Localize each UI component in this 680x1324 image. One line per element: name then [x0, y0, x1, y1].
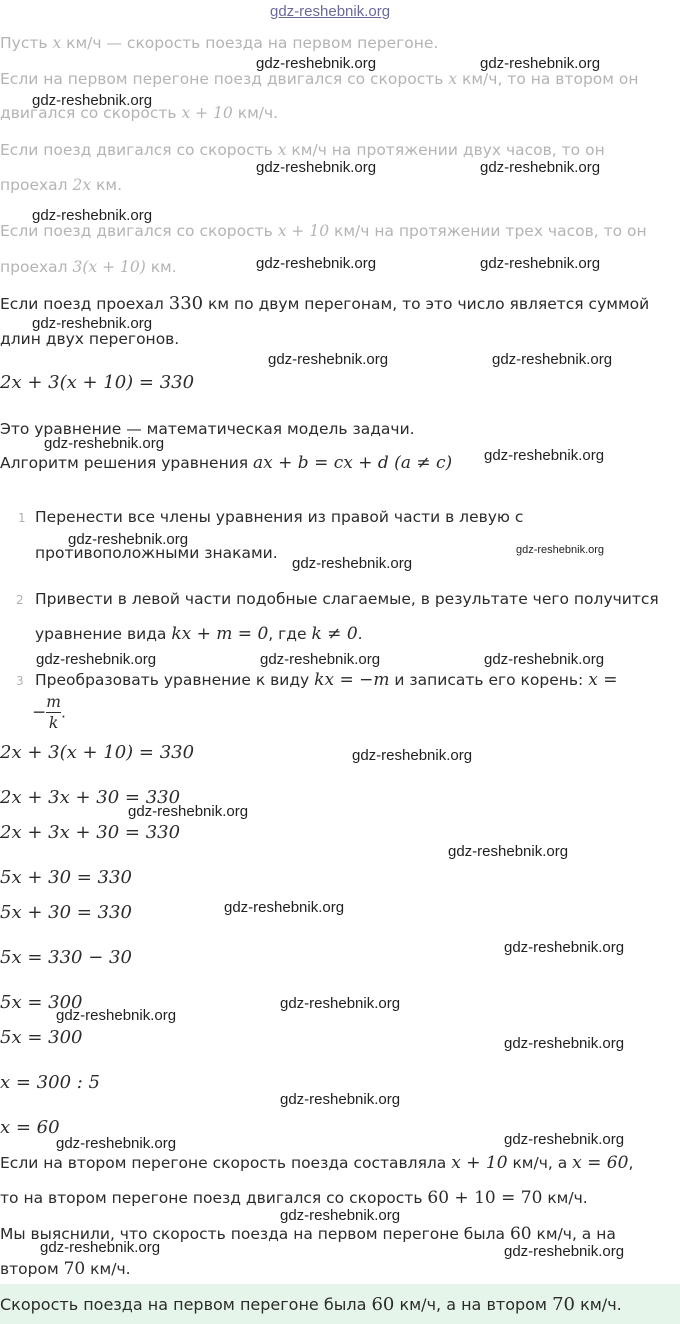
watermark: gdz-reshebnik.org: [268, 351, 389, 368]
step-3-l1d: x =: [588, 670, 618, 690]
answer-a: Скорость поезда на первом перегоне была: [0, 1295, 372, 1314]
answer-e: км/ч.: [574, 1295, 622, 1314]
intro-line-7: [0, 258, 177, 276]
intro-line-5-b: 2x: [72, 176, 92, 194]
step-2-l2a: уравнение вида: [35, 625, 172, 643]
conclusion-l2a: то на втором перегоне поезд двигался со скорость: [0, 1189, 428, 1207]
watermark: gdz-reshebnik.org: [32, 315, 153, 332]
fraction-numerator: m: [46, 693, 61, 711]
conclusion-l4c: км/ч.: [85, 1260, 131, 1278]
intro-line-6-c: км/ч на протяжении трех часов, то он: [329, 222, 647, 240]
watermark-top[interactable]: gdz-reshebnik.org: [270, 3, 391, 20]
watermark: gdz-reshebnik.org: [484, 447, 605, 464]
intro-line-1-c: км/ч — скорость поезда на первом перегоне.: [61, 34, 439, 52]
step-3-minus: −: [32, 702, 47, 723]
watermark: gdz-reshebnik.org: [256, 159, 377, 176]
sum-line-1: [0, 293, 649, 314]
step-3-l1a: Преобразовать уравнение к виду: [35, 671, 315, 689]
step-2-line-1: Привести в левой части подобные слагаемые, в результате чего получится: [35, 590, 659, 608]
intro-line-1-b: x: [52, 34, 62, 52]
algorithm-equation: ax + b = cx + d (a ≠ c): [253, 453, 453, 473]
step-3-l1c: и записать его корень:: [389, 671, 589, 689]
watermark: gdz-reshebnik.org: [480, 159, 601, 176]
sum-line-1-b: 330: [168, 293, 204, 314]
watermark: gdz-reshebnik.org: [36, 651, 157, 668]
conclusion-line-1: [0, 1153, 633, 1173]
watermark: gdz-reshebnik.org: [224, 899, 345, 916]
sum-line-1-c: км по двум перегонам, то это число является суммой: [203, 295, 650, 313]
conclusion-l3a: Мы выяснили, что скорость поезда на первом перегоне была: [0, 1225, 510, 1243]
conclusion-l1e: ,: [628, 1154, 634, 1172]
intro-line-2-c: км/ч, то на втором он: [457, 70, 639, 88]
solution-line: 2x + 3(x + 10) = 330: [0, 742, 195, 763]
model-equation: 2x + 3(x + 10) = 330: [0, 372, 195, 393]
watermark: gdz-reshebnik.org: [516, 544, 605, 556]
watermark: gdz-reshebnik.org: [504, 1243, 625, 1260]
solution-line: 5x = 330 − 30: [0, 947, 132, 968]
intro-line-5-c: км.: [91, 176, 123, 194]
step-2-line-2: [35, 624, 363, 644]
algorithm-label: Алгоритм решения уравнения: [0, 454, 254, 472]
step-3-fraction: [46, 692, 61, 733]
answer-d: 70: [552, 1294, 575, 1315]
watermark: gdz-reshebnik.org: [484, 651, 605, 668]
intro-line-7-c: км.: [145, 258, 177, 276]
intro-line-6-a: Если поезд двигался со скорость: [0, 222, 278, 240]
watermark: gdz-reshebnik.org: [256, 55, 377, 72]
conclusion-line-2: [0, 1188, 588, 1208]
watermark: gdz-reshebnik.org: [448, 843, 569, 860]
step-1-number: 1: [18, 511, 26, 525]
sum-line-1-a: Если поезд проехал: [0, 295, 169, 313]
step-3-period: .: [60, 703, 66, 722]
step-2-number: 2: [16, 593, 24, 607]
conclusion-l1b: x + 10: [451, 1153, 508, 1173]
step-3-l1b: kx = −m: [314, 670, 390, 690]
watermark: gdz-reshebnik.org: [68, 531, 189, 548]
intro-line-3-b: x + 10: [181, 104, 233, 122]
answer-text: [0, 1294, 622, 1315]
watermark: gdz-reshebnik.org: [44, 435, 165, 452]
conclusion-l4a: втором: [0, 1260, 64, 1278]
intro-line-5-a: проехал: [0, 176, 73, 194]
watermark: gdz-reshebnik.org: [480, 255, 601, 272]
step-3-line-2: [32, 692, 66, 733]
conclusion-l1c: км/ч, а: [507, 1154, 573, 1172]
conclusion-l4b: 70: [63, 1259, 86, 1279]
step-2-l2e: .: [357, 625, 363, 643]
step-1-line-2: противоположными знаками.: [35, 544, 278, 562]
answer-b: 60: [371, 1294, 395, 1315]
intro-line-2-b: x: [448, 70, 458, 88]
solution-line: x = 60: [0, 1117, 60, 1138]
watermark: gdz-reshebnik.org: [492, 351, 613, 368]
conclusion-l2c: км/ч.: [542, 1189, 588, 1207]
solution-line: 2x + 3x + 30 = 330: [0, 787, 181, 808]
watermark: gdz-reshebnik.org: [40, 1239, 161, 1256]
watermark: gdz-reshebnik.org: [504, 1035, 625, 1052]
step-2-l2d: k ≠ 0: [311, 624, 358, 644]
conclusion-line-4: [0, 1259, 131, 1279]
intro-line-3-a: двигался со скорость: [0, 104, 182, 122]
intro-line-4-a: Если поезд двигался со скорость: [0, 141, 278, 159]
sum-line-2: длин двух перегонов.: [0, 330, 180, 348]
fraction-denominator: k: [46, 712, 61, 733]
conclusion-l2b: 60 + 10 = 70: [427, 1188, 543, 1208]
solution-line: x = 300 : 5: [0, 1072, 100, 1093]
watermark: gdz-reshebnik.org: [352, 747, 473, 764]
step-1-line-1: Перенести все члены уравнения из правой части в левую с: [35, 508, 524, 526]
watermark: gdz-reshebnik.org: [504, 1131, 625, 1148]
watermark: gdz-reshebnik.org: [280, 1207, 401, 1224]
solution-line: 2x + 3x + 30 = 330: [0, 822, 181, 843]
watermark: gdz-reshebnik.org: [256, 255, 377, 272]
intro-line-4: [0, 141, 605, 159]
step-3-number: 3: [16, 674, 24, 688]
answer-c: км/ч, а на втором: [394, 1295, 553, 1314]
watermark: gdz-reshebnik.org: [32, 92, 153, 109]
intro-line-4-c: км/ч на протяжении двух часов, то он: [286, 141, 605, 159]
watermark: gdz-reshebnik.org: [292, 555, 413, 572]
watermark: gdz-reshebnik.org: [128, 803, 249, 820]
intro-line-6-b: x + 10: [277, 222, 330, 240]
watermark: gdz-reshebnik.org: [480, 55, 601, 72]
model-line-2: [0, 453, 452, 473]
conclusion-l1a: Если на втором перегоне скорость поезда составляла: [0, 1154, 452, 1172]
watermark: gdz-reshebnik.org: [56, 1135, 177, 1152]
solution-line: 5x = 300: [0, 992, 83, 1013]
solution-line: 5x = 300: [0, 1027, 83, 1048]
intro-line-6: [0, 222, 647, 240]
intro-line-2-a: Если на первом перегоне поезд двигался со скорость: [0, 70, 449, 88]
intro-line-7-a: проехал: [0, 258, 73, 276]
watermark: gdz-reshebnik.org: [504, 939, 625, 956]
watermark: gdz-reshebnik.org: [280, 995, 401, 1012]
solution-line: 5x + 30 = 330: [0, 902, 132, 923]
intro-line-1-a: Пусть: [0, 34, 53, 52]
solution-line: 5x + 30 = 330: [0, 867, 132, 888]
model-line-1: Это уравнение — математическая модель задачи.: [0, 420, 415, 438]
watermark: gdz-reshebnik.org: [56, 1007, 177, 1024]
conclusion-l1d: x = 60: [572, 1153, 629, 1173]
watermark: gdz-reshebnik.org: [280, 1091, 401, 1108]
conclusion-l3b: 60: [509, 1224, 532, 1244]
intro-line-2: [0, 70, 639, 88]
answer-box: [0, 1284, 680, 1324]
watermark: gdz-reshebnik.org: [32, 207, 153, 224]
intro-line-1: [0, 34, 438, 52]
conclusion-l3c: км/ч, а на: [531, 1225, 616, 1243]
intro-line-3-c: км/ч.: [232, 104, 279, 122]
watermark: gdz-reshebnik.org: [260, 651, 381, 668]
intro-line-5: [0, 176, 122, 194]
intro-line-4-b: x: [277, 141, 287, 159]
step-3-line-1: [35, 670, 617, 690]
step-2-l2c: , где: [268, 625, 312, 643]
step-2-l2b: kx + m = 0: [171, 624, 269, 644]
intro-line-7-b: 3(x + 10): [72, 258, 146, 276]
